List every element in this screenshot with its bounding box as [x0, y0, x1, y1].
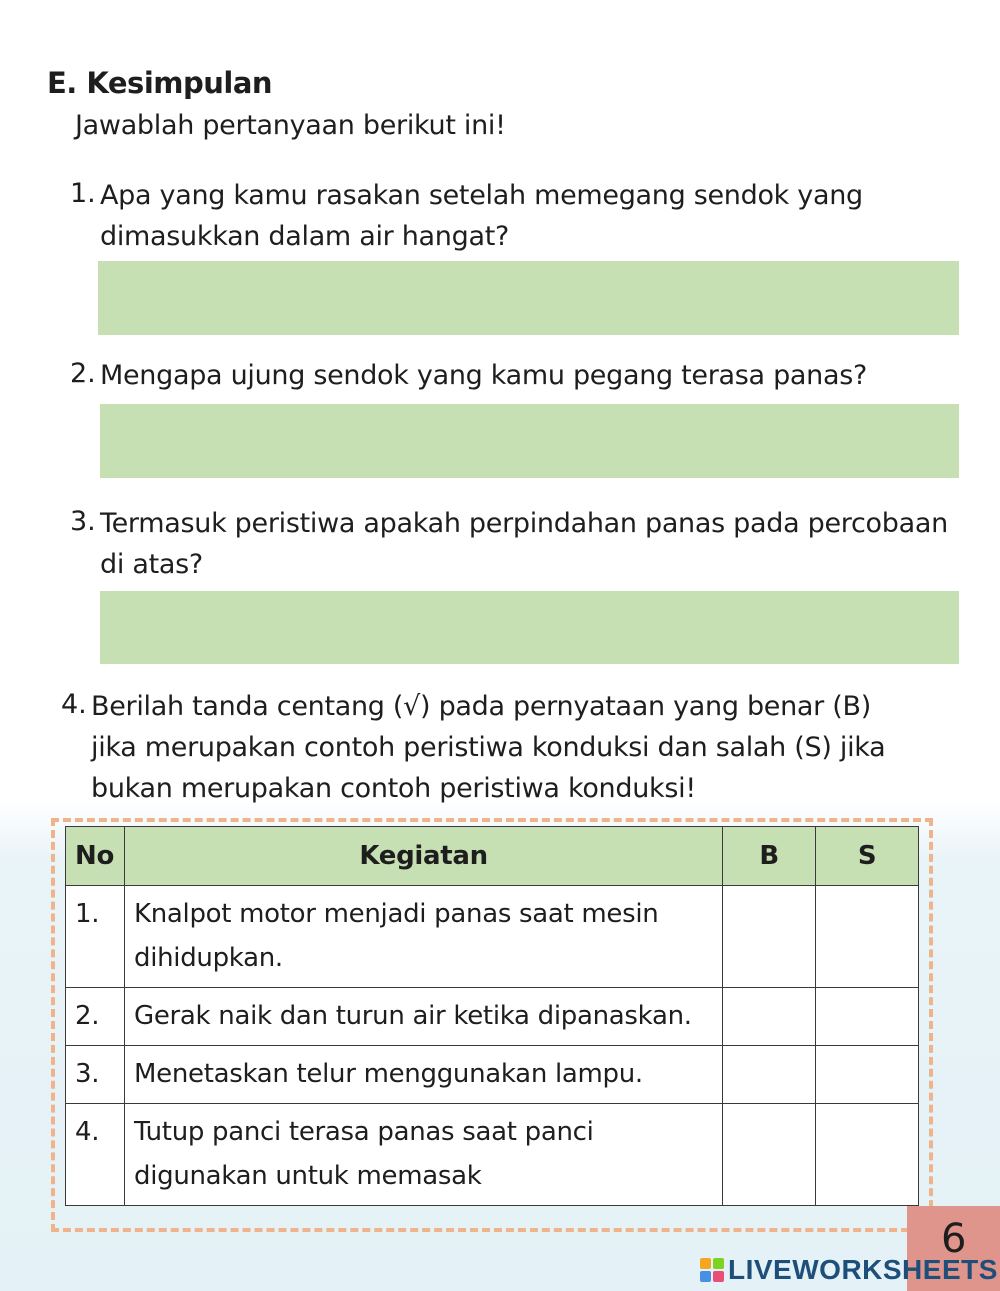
question-3-number: 3.: [70, 506, 96, 537]
table-row: [66, 988, 919, 1046]
check-b-cell[interactable]: [723, 1046, 816, 1104]
liveworksheets-logo: [700, 1255, 998, 1285]
header-kegiatan: Kegiatan: [124, 827, 722, 886]
row-activity: Menetaskan telur menggunakan lampu.: [124, 1046, 722, 1104]
page-number: 6: [941, 1216, 967, 1262]
section-title: E. Kesimpulan: [47, 66, 273, 100]
brand-name: LIVEWORKSHEETS: [728, 1254, 998, 1285]
check-s-cell[interactable]: [816, 988, 919, 1046]
question-3-line-1: Termasuk peristiwa apakah perpindahan panas pada percobaan: [100, 508, 948, 539]
row-activity: Tutup panci terasa panas saat panci digunakan untuk memasak: [124, 1104, 722, 1206]
question-1-line-2: dimasukkan dalam air hangat?: [100, 221, 510, 252]
table-row: [66, 1104, 919, 1206]
question-4-line-3: bukan merupakan contoh peristiwa konduksi!: [91, 773, 696, 804]
check-b-cell[interactable]: [723, 1104, 816, 1206]
question-4-line-2: jika merupakan contoh peristiwa konduksi dan salah (S) jika: [91, 732, 886, 763]
question-1-line-1: Apa yang kamu rasakan setelah memegang sendok yang: [100, 180, 863, 211]
answer-1-input[interactable]: [98, 261, 959, 335]
instruction-text: Jawablah pertanyaan berikut ini!: [75, 110, 506, 141]
row-number: 1.: [66, 886, 125, 988]
liveworksheets-mark-icon: [700, 1258, 724, 1282]
row-number: 2.: [66, 988, 125, 1046]
table-row: [66, 886, 919, 988]
row-number: 3.: [66, 1046, 125, 1104]
check-s-cell[interactable]: [816, 1046, 919, 1104]
header-b: B: [723, 827, 816, 886]
table-row: [66, 1046, 919, 1104]
question-3-line-2: di atas?: [100, 549, 203, 580]
check-s-cell[interactable]: [816, 886, 919, 988]
activity-table: [65, 826, 919, 1206]
check-s-cell[interactable]: [816, 1104, 919, 1206]
answer-2-input[interactable]: [100, 404, 959, 478]
check-b-cell[interactable]: [723, 886, 816, 988]
question-4-line-1: Berilah tanda centang (√) pada pernyataan yang benar (B): [91, 691, 871, 722]
answer-3-input[interactable]: [100, 591, 959, 664]
question-2-line-1: Mengapa ujung sendok yang kamu pegang terasa panas?: [100, 360, 868, 391]
header-no: No: [66, 827, 125, 886]
row-number: 4.: [66, 1104, 125, 1206]
header-s: S: [816, 827, 919, 886]
table-header-row: [66, 827, 919, 886]
question-2-number: 2.: [70, 358, 96, 389]
question-1-number: 1.: [70, 178, 96, 209]
row-activity: Gerak naik dan turun air ketika dipanaskan.: [124, 988, 722, 1046]
question-4-number: 4.: [61, 689, 87, 720]
check-b-cell[interactable]: [723, 988, 816, 1046]
row-activity: Knalpot motor menjadi panas saat mesin dihidupkan.: [124, 886, 722, 988]
